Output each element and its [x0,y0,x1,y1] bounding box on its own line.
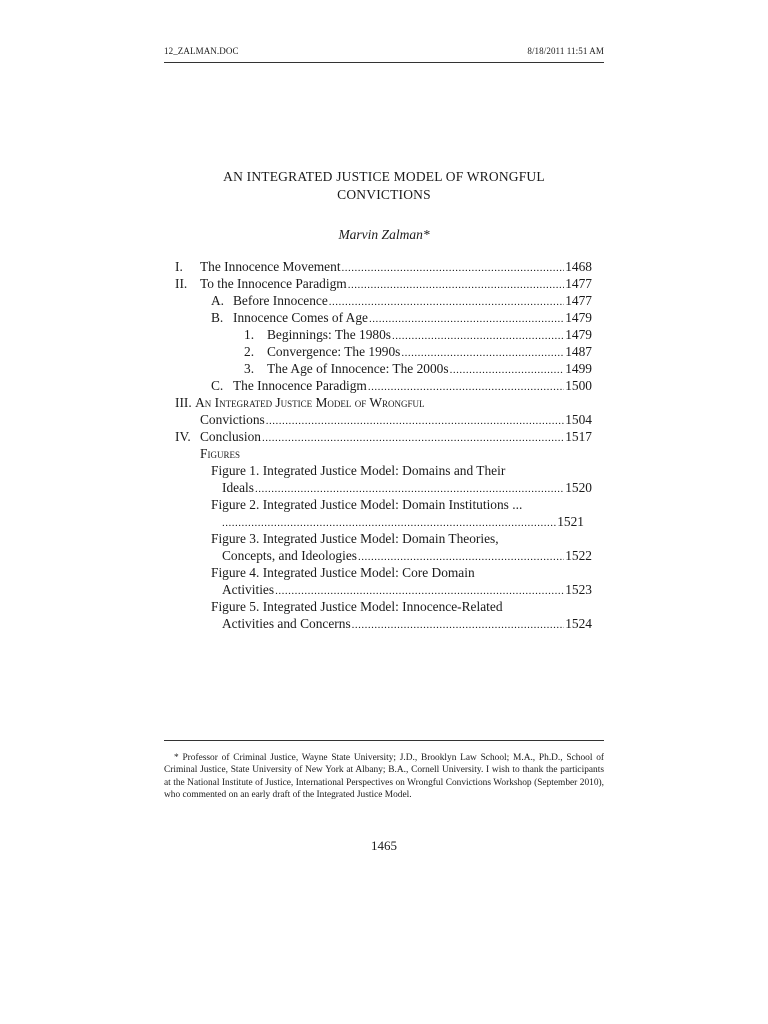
toc-entry-number: 2. [244,344,255,359]
figure-2-page: 1521 [557,514,584,529]
figure-5-title[interactable]: Figure 5. Integrated Justice Model: Innocence-Related [211,599,503,614]
toc-entry-number: B. [211,310,224,325]
toc-entry-page: 1487 [565,344,592,359]
header-timestamp: 8/18/2011 11:51 AM [527,46,604,56]
running-header [164,46,604,63]
toc-entry-number: II. [175,276,188,291]
figure-2-title-line[interactable] [211,496,522,513]
toc-leader [262,430,564,447]
toc-entry-label: Before Innocence [233,293,328,308]
toc-entry-number: IV. [175,429,191,444]
toc-entry-number: III. [175,395,192,410]
author-name: Marvin Zalman* [338,227,430,242]
figure-1-page: 1520 [565,480,592,495]
toc-entry-3[interactable] [175,394,424,411]
toc-entry-page: 1468 [565,259,592,274]
figure-3-title-continued: Concepts, and Ideologies [222,548,357,563]
toc-entry-page: 1517 [565,429,592,444]
figure-4-title-continued: Activities [222,582,275,597]
toc-entry-label: To the Innocence Paradigm [200,276,347,291]
toc-entry-number: C. [211,378,224,393]
toc-entry-page: 1500 [565,378,592,393]
figure-3-page: 1522 [565,548,592,563]
article-title-line-1: AN INTEGRATED JUSTICE MODEL OF WRONGFUL [223,169,545,184]
figure-5-title-continued: Activities and Concerns [222,616,351,631]
figure-2-title: Figure 2. Integrated Justice Model: Domain Institutions [211,497,509,512]
figure-5-entry[interactable] [222,615,592,634]
toc-entry-label: Conclusion [200,429,262,444]
toc-entry-label: The Innocence Paradigm [233,378,367,393]
figure-2-trailing-dots: ... [512,497,523,512]
toc-leader [352,617,565,634]
figure-5-page: 1524 [565,616,592,631]
toc-entry-number: I. [175,259,183,274]
toc-entry-page: 1499 [565,361,592,376]
figure-4-title[interactable]: Figure 4. Integrated Justice Model: Core Domain [211,565,475,580]
figure-1-title[interactable]: Figure 1. Integrated Justice Model: Domains and Their [211,463,506,478]
article-title-line-2: CONVICTIONS [337,187,431,202]
toc-entry-label: Beginnings: The 1980s [267,327,391,342]
page-number: 1465 [371,838,397,853]
toc-entry-label: An Integrated Justice Model of Wrongful [195,395,425,410]
toc-entry-number: A. [211,293,225,308]
author-footnote: * Professor of Criminal Justice, Wayne State University; J.D., Brooklyn Law School; M.A., Ph.D., School of Criminal Justice, State University of New York at Albany; B.A., Cornell University. I wish to thank the participants at the National Institute of Justice, International Perspectives on Wrongful Convictions Workshop (September 2010), who commented on an early draft of the Integrated Justice Model. [164,753,604,801]
toc-entry-label: Convergence: The 1990s [267,344,401,359]
figures-heading: Figures [200,446,240,461]
toc-entry-label: The Age of Innocence: The 2000s [267,361,449,376]
header-file-name: 12_ZALMAN.DOC [164,46,239,56]
figure-4-page: 1523 [565,582,592,597]
footnote-divider [164,740,604,741]
toc-entry-number: 3. [244,361,255,376]
toc-entry-page: 1479 [565,310,592,325]
figure-3-title[interactable]: Figure 3. Integrated Justice Model: Domain Theories, [211,531,499,546]
toc-entry-number: 1. [244,327,255,342]
figure-1-title-continued: Ideals [222,480,254,495]
toc-entry-page: 1477 [565,276,592,291]
toc-entry-label: The Innocence Movement [200,259,341,274]
toc-entry-page: 1477 [565,293,592,308]
article-title [164,168,604,204]
toc-entry-label: Innocence Comes of Age [233,310,368,325]
toc-entry-page: 1504 [565,412,592,427]
toc-entry-page: 1479 [565,327,592,342]
toc-entry-label-continued: Convictions [200,412,265,427]
